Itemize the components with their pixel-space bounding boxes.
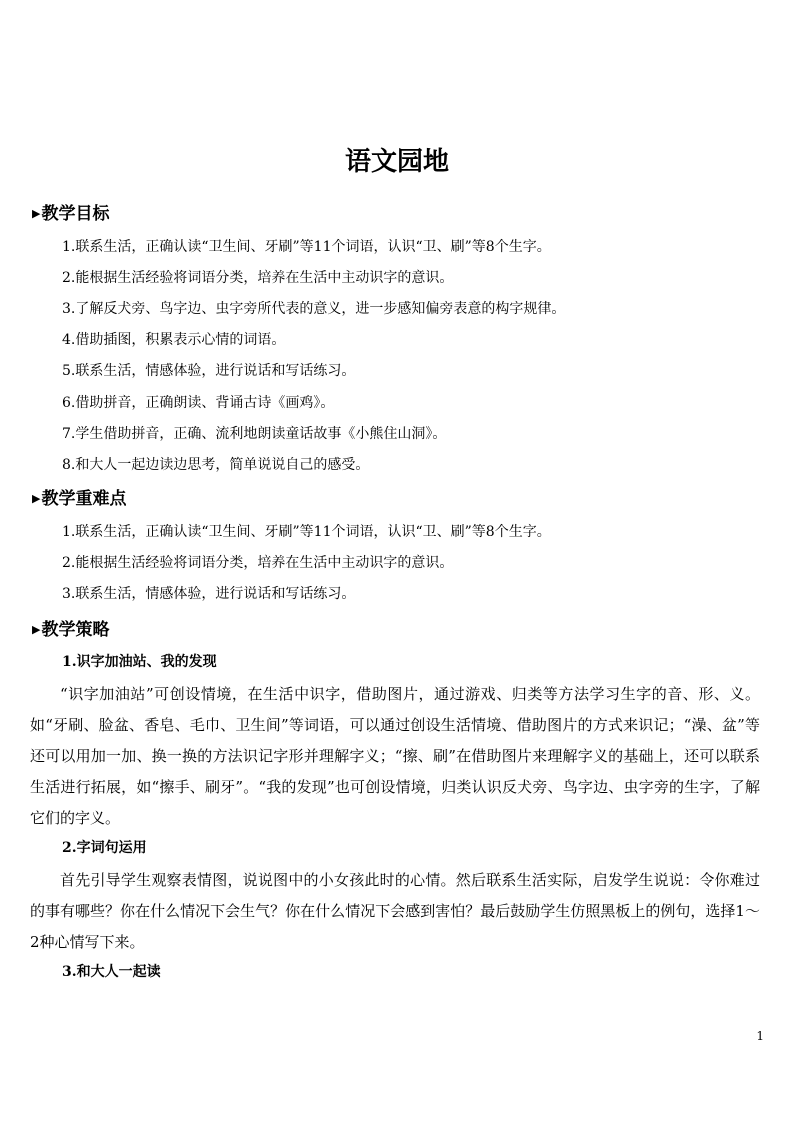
triangle-bullet-icon: ▶ (32, 207, 41, 220)
page-title: 语文园地 (344, 147, 449, 177)
section-heading-text: 教学目标 (41, 204, 110, 224)
list-item: 7.学生借助拼音，正确、流利地朗读童话故事《小熊住山洞》。 (62, 426, 447, 442)
section-heading-key-points (32, 487, 126, 511)
page-number: 1 (756, 1029, 764, 1043)
list-item: 1.联系生活，正确认读“卫生间、牙刷”等11个词语，认识“卫、刷”等8个生字。 (62, 239, 551, 255)
list-item: 8.和大人一起边读边思考，简单说说自己的感受。 (62, 457, 370, 473)
paragraph: 首先引导学生观察表情图，说说图中的小女孩此时的心情。然后联系生活实际，启发学生说说：令你难过的事有哪些？你在什么情况下会生气？你在什么情况下会感到害怕？最后鼓励学生仿照黑板上的例句，选择1～2种心情写下来。 (30, 871, 760, 951)
list-item: 2.能根据生活经验将词语分类，培养在生活中主动识字的意识。 (62, 555, 454, 571)
subsection-heading: 3.和大人一起读 (62, 964, 161, 980)
section-heading-strategy (32, 618, 109, 642)
list-item: 6.借助拼音，正确朗读、背诵古诗《画鸡》。 (62, 395, 335, 411)
triangle-bullet-icon: ▶ (32, 492, 41, 505)
paragraph: “识字加油站”可创设情境，在生活中识字，借助图片，通过游戏、归类等方法学习生字的音、形、义。如“牙刷、脸盆、香皂、毛巾、卫生间”等词语，可以通过创设生活情境、借助图片的方式来识记；“澡、盆”等还可以用加一加、换一换的方法识记字形并理解字义；“擦、刷”在借助图片来理解字义的基础上，还可以联系生活进行拓展，如“擦手、刷牙”。“我的发现”也可创设情境，归类认识反犬旁、鸟字边、虫字旁的生字，了解它们的字义。 (30, 685, 760, 827)
list-item: 5.联系生活，情感体验，进行说话和写话练习。 (62, 363, 356, 379)
list-item: 3.了解反犬旁、鸟字边、虫字旁所代表的意义，进一步感知偏旁表意的构字规律。 (62, 301, 566, 317)
section-heading-text: 教学重难点 (41, 489, 127, 509)
triangle-bullet-icon: ▶ (32, 623, 41, 636)
section-heading-text: 教学策略 (41, 620, 110, 640)
list-item: 3.联系生活，情感体验，进行说话和写话练习。 (62, 586, 356, 602)
section-heading-goals (32, 202, 109, 226)
subsection-heading: 2.字词句运用 (62, 840, 147, 856)
list-item: 2.能根据生活经验将词语分类，培养在生活中主动识字的意识。 (62, 270, 454, 286)
subsection-heading: 1.识字加油站、我的发现 (62, 654, 217, 670)
list-item: 1.联系生活，正确认读“卫生间、牙刷”等11个词语，认识“卫、刷”等8个生字。 (62, 524, 551, 540)
list-item: 4.借助插图，积累表示心情的词语。 (62, 332, 286, 348)
